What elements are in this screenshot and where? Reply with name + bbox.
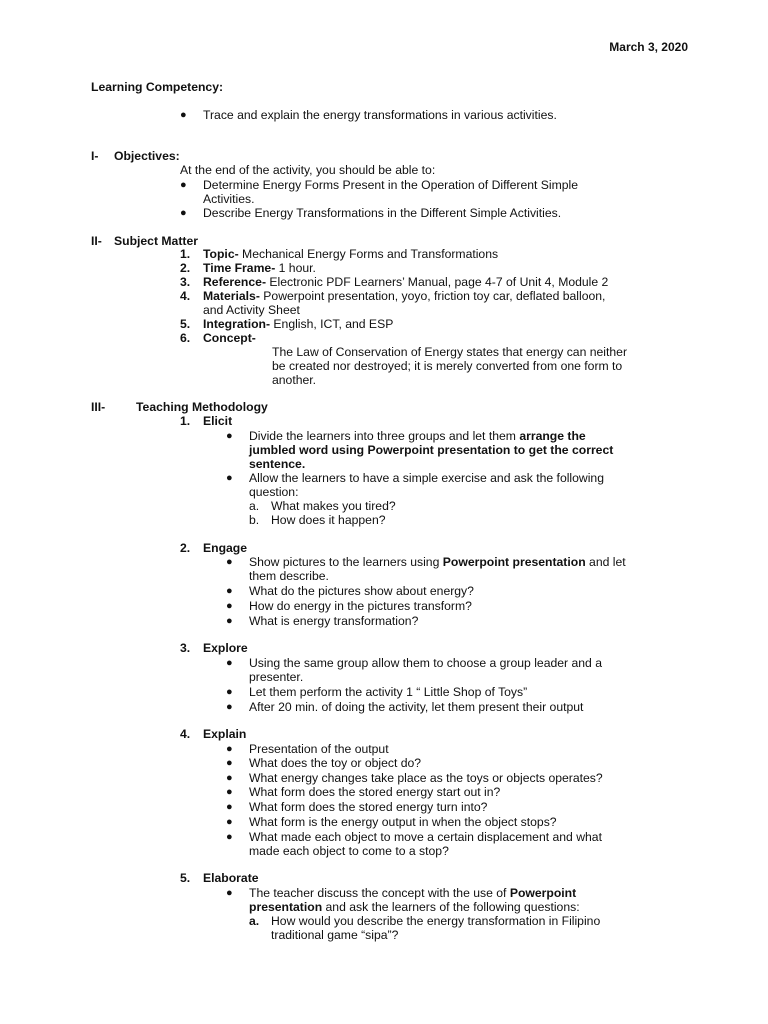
objective-item-1-line-1: Determine Energy Forms Present in the Operation of Different Simple: [203, 178, 579, 192]
item-label: Reference-: [203, 275, 266, 289]
subject-item-concept: Concept-: [203, 331, 256, 345]
section-roman-2: II-: [91, 234, 102, 248]
sub-letter: b.: [249, 513, 260, 527]
bullet-icon: ●: [226, 801, 233, 813]
bold-run: Powerpoint presentation: [442, 555, 586, 569]
step-title-elicit: Elicit: [203, 414, 233, 428]
concept-line-2: be created nor destroyed; it is merely converted from one form to: [272, 359, 623, 373]
subject-item-materials-line-2: and Activity Sheet: [203, 303, 300, 317]
bullet-icon: ●: [226, 686, 233, 698]
bold-run: Powerpoint: [509, 886, 577, 900]
subject-item-reference: [203, 275, 608, 290]
engage-item: How do energy in the pictures transform?: [249, 599, 472, 613]
bullet-icon: ●: [180, 179, 187, 191]
document-date: March 3, 2020: [609, 40, 688, 54]
item-label: Integration-: [203, 317, 271, 331]
elicit-bullet-1-line-3: sentence.: [249, 457, 306, 471]
item-number: 5.: [180, 317, 191, 331]
item-label: Materials-: [203, 289, 260, 303]
bullet-icon: ●: [226, 472, 233, 484]
elicit-bullet-2-line-2: question:: [249, 485, 299, 499]
text-run: Divide the learners into three groups and let them: [249, 429, 520, 443]
elaborate-sub-a-line-2: traditional game “sipa”?: [271, 928, 399, 942]
step-number: 5.: [180, 871, 191, 885]
bullet-icon: ●: [180, 109, 187, 121]
bullet-icon: ●: [226, 757, 233, 769]
step-title-explain: Explain: [203, 727, 247, 741]
item-number: 4.: [180, 289, 191, 303]
step-title-engage: Engage: [203, 541, 248, 555]
text-run: and let: [585, 555, 626, 569]
section-roman-1: I-: [91, 149, 99, 163]
sub-letter: a.: [249, 914, 260, 928]
objectives-heading: Objectives:: [114, 149, 180, 163]
bullet-icon: ●: [226, 831, 233, 843]
explain-last-line-2: made each object to come to a stop?: [249, 844, 449, 858]
explore-item: After 20 min. of doing the activity, let them present their output: [249, 700, 584, 714]
objective-item-2: Describe Energy Transformations in the Different Simple Activities.: [203, 206, 562, 220]
section-roman-3: III-: [91, 400, 106, 414]
explain-item: What form does the stored energy turn into?: [249, 800, 488, 814]
elicit-bullet-1-line-1: [249, 429, 586, 444]
engage-bullet-1-line-1: [249, 555, 626, 570]
engage-bullet-1-line-2: them describe.: [249, 569, 329, 583]
item-text: English, ICT, and ESP: [270, 317, 394, 331]
elicit-bullet-1-line-2: jumbled word using Powerpoint presentation to get the correct: [249, 443, 614, 457]
step-number: 3.: [180, 641, 191, 655]
explain-last-line-1: What made each object to move a certain displacement and what: [249, 830, 602, 844]
explain-item: What form is the energy output in when the object stops?: [249, 815, 557, 829]
bold-run: presentation: [249, 900, 323, 914]
bullet-icon: ●: [226, 657, 233, 669]
elicit-sub-a: What makes you tired?: [271, 499, 396, 513]
item-number: 1.: [180, 247, 191, 261]
item-text: Mechanical Energy Forms and Transformations: [238, 247, 499, 261]
concept-line-3: another.: [272, 373, 317, 387]
explore-item: Let them perform the activity 1 “ Little Shop of Toys”: [249, 685, 528, 699]
bullet-icon: ●: [226, 772, 233, 784]
concept-line-1: The Law of Conservation of Energy states that energy can neither: [272, 345, 627, 359]
bullet-icon: ●: [226, 701, 233, 713]
elicit-sub-b: How does it happen?: [271, 513, 386, 527]
text-run: and ask the learners of the following questions:: [322, 900, 580, 914]
explore-bullet-1-line-1: Using the same group allow them to choose a group leader and a: [249, 656, 602, 670]
explain-item: Presentation of the output: [249, 742, 389, 756]
objectives-intro: At the end of the activity, you should be able to:: [180, 163, 436, 177]
item-label: Topic-: [203, 247, 239, 261]
bold-run: arrange the: [519, 429, 586, 443]
bullet-icon: ●: [226, 887, 233, 899]
engage-item: What is energy transformation?: [249, 614, 419, 628]
sub-letter: a.: [249, 499, 260, 513]
item-text: Electronic PDF Learners’ Manual, page 4-7 of Unit 4, Module 2: [266, 275, 609, 289]
methodology-heading: Teaching Methodology: [136, 400, 268, 414]
bullet-icon: ●: [226, 615, 233, 627]
step-title-elaborate: Elaborate: [203, 871, 259, 885]
engage-item: What do the pictures show about energy?: [249, 584, 474, 598]
item-text: 1 hour.: [275, 261, 316, 275]
explain-item: What energy changes take place as the toys or objects operates?: [249, 771, 603, 785]
subject-item-time-frame: [203, 261, 316, 276]
step-number: 1.: [180, 414, 191, 428]
subject-item-materials: [203, 289, 605, 304]
elaborate-bullet-1-line-1: [249, 886, 576, 901]
item-number: 6.: [180, 331, 191, 345]
item-number: 3.: [180, 275, 191, 289]
item-number: 2.: [180, 261, 191, 275]
objective-item-1-line-2: Activities.: [203, 192, 255, 206]
learning-competency-heading: Learning Competency:: [91, 80, 224, 94]
explain-item: What form does the stored energy start out in?: [249, 785, 501, 799]
item-label: Time Frame-: [203, 261, 276, 275]
bullet-icon: ●: [226, 786, 233, 798]
text-run: Show pictures to the learners using: [249, 555, 443, 569]
bullet-icon: ●: [226, 600, 233, 612]
subject-item-integration: [203, 317, 393, 332]
elicit-bullet-2-line-1: Allow the learners to have a simple exercise and ask the following: [249, 471, 604, 485]
elaborate-sub-a-line-1: How would you describe the energy transformation in Filipino: [271, 914, 601, 928]
step-title-explore: Explore: [203, 641, 248, 655]
competency-item: Trace and explain the energy transformations in various activities.: [203, 108, 557, 122]
bullet-icon: ●: [226, 743, 233, 755]
subject-matter-heading: Subject Matter: [114, 234, 198, 248]
bullet-icon: ●: [226, 816, 233, 828]
bullet-icon: ●: [180, 207, 187, 219]
subject-item-topic: [203, 247, 498, 262]
step-number: 4.: [180, 727, 191, 741]
bullet-icon: ●: [226, 556, 233, 568]
explain-item: What does the toy or object do?: [249, 756, 422, 770]
elaborate-bullet-1-line-2: [249, 900, 580, 915]
item-text: Powerpoint presentation, yoyo, friction toy car, deflated balloon,: [259, 289, 606, 303]
explore-bullet-1-line-2: presenter.: [249, 670, 304, 684]
text-run: The teacher discuss the concept with the use of: [249, 886, 510, 900]
bullet-icon: ●: [226, 585, 233, 597]
step-number: 2.: [180, 541, 191, 555]
bullet-icon: ●: [226, 430, 233, 442]
